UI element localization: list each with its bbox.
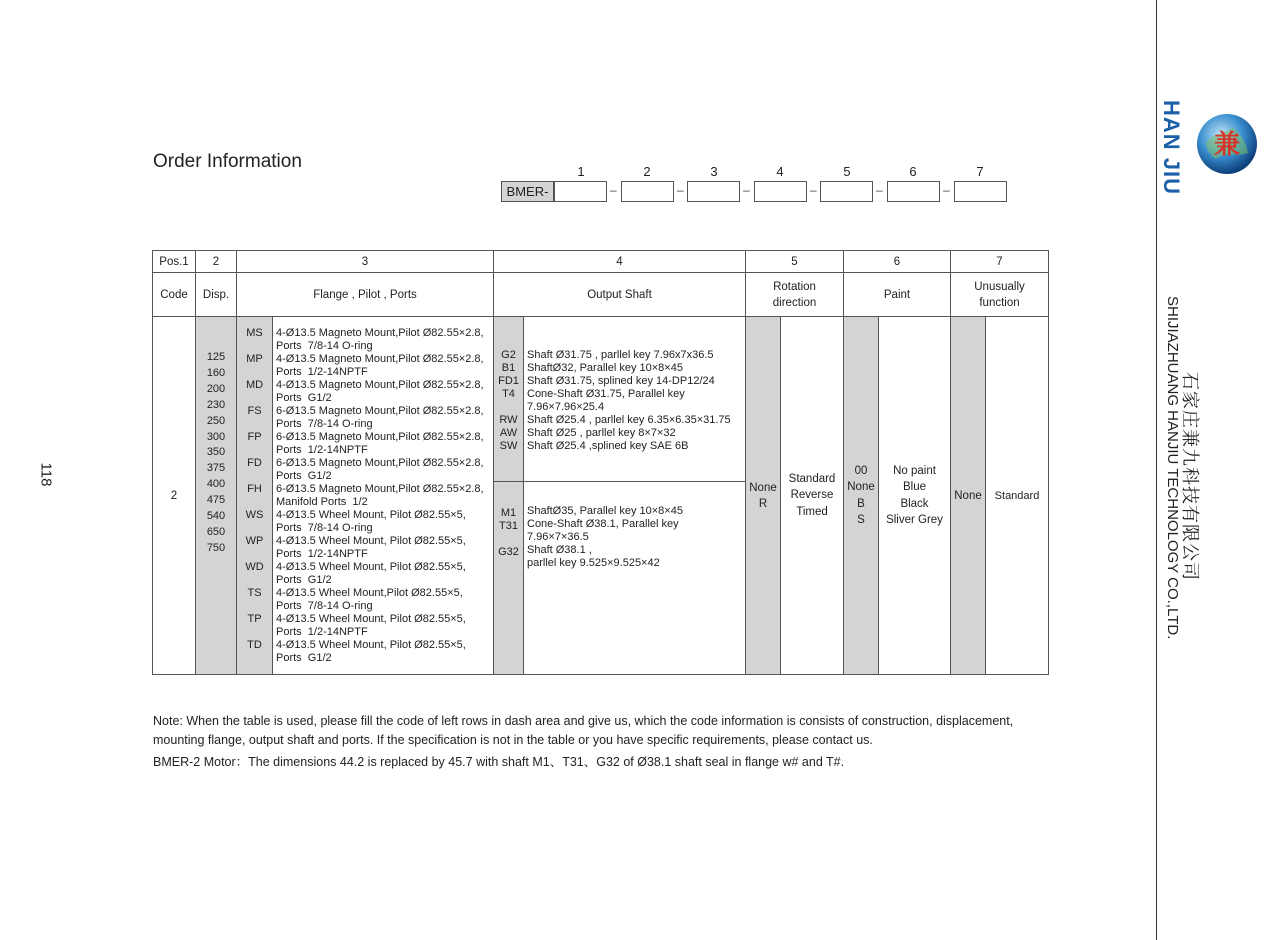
code-slot-2[interactable] <box>621 181 674 202</box>
logo-glyph: 兼 <box>1213 130 1241 160</box>
flange-descriptions: 4-Ø13.5 Magneto Mount,Pilot Ø82.55×2.8, Ports 7/8-14 O-ring 4-Ø13.5 Magneto Mount,Pilot Ø82.55×2.8, Ports 1/2-14NPTF 4-Ø13.5 Magneto Mount,Pilot Ø82.55×2.8, Ports G1/2 6-Ø13.5 Magneto Mount,Pilot Ø82.55×2.8, Ports 7/8-14 O-ring 6-Ø13.5 Magneto Mount,Pilot Ø82.55×2.8, Ports 1/2-14NPTF 6-Ø13.5 Magneto Mount,Pilot Ø82.55×2.8, Ports G1/2 6-Ø13.5 Magneto Mount,Pilot Ø82.55×2.8, Manifold Ports 1/2 4-Ø13.5 Wheel Mount, Pilot Ø82.55×5, Ports 7/8-14 O-ring 4-Ø13.5 Wheel Mount, Pilot Ø82.55×5, Ports 1/2-14NPTF 4-Ø13.5 Wheel Mount, Pilot Ø82.55×5, Ports G1/2 4-Ø13.5 Wheel Mount,Pilot Ø82.55×5, Ports 7/8-14 O-ring 4-Ø13.5 Wheel Mount, Pilot Ø82.55×5, Ports 1/2-14NPTF 4-Ø13.5 Wheel Mount, Pilot Ø82.55×5, Ports G1/2 <box>276 327 484 664</box>
company-name-en: SHIJIAZHUANG HANJIU TECHNOLOGY CO.,LTD. <box>1164 296 1181 640</box>
flange-code: FS <box>247 405 262 417</box>
shaft-descriptions-a: Shaft Ø31.75 , parllel key 7.96x7x36.5 ShaftØ32, Parallel key 10×8×45 Shaft Ø31.75, splined key 14-DP12/24 Cone-Shaft Ø31.75, Parallel key 7.96×7.96×25.4 Shaft Ø25.4 , parllel key 6.35×6.35×31.75 Shaft Ø25 , parllel key 8×7×32 Shaft Ø25.4 ,splined key SAE 6B <box>527 349 731 452</box>
code-position-number: 4 <box>776 164 784 179</box>
pos-header-3: 3 <box>236 250 494 273</box>
col-header-code: Code <box>152 272 196 317</box>
flange-code: WD <box>245 561 264 573</box>
shaft-code-list-b: M1 T31 G32 <box>498 507 519 558</box>
flange-code: WS <box>245 509 264 521</box>
shaft-desc-b-cell <box>523 481 746 675</box>
col-header-flange: Flange , Pilot , Ports <box>236 272 494 317</box>
code-slot-3[interactable] <box>687 181 740 202</box>
flange-code: TP <box>247 613 262 625</box>
brand-logo-text: HAN JIU <box>1159 100 1184 196</box>
col-header-disp: Disp. <box>195 272 237 317</box>
pos-header-7: 7 <box>950 250 1049 273</box>
pos-header-6: 6 <box>843 250 951 273</box>
code-position-number: 2 <box>643 164 651 179</box>
company-name-cn: 石家庄兼九科技有限公司 <box>1180 372 1200 581</box>
code-position-number: 6 <box>909 164 917 179</box>
note-line-3: BMER-2 Motor：The dimensions 44.2 is replaced by 45.7 with shaft M1、T31、G32 of Ø38.1 shaft seal in flange w# and T#. <box>153 755 845 769</box>
col-header-rotation: Rotation direction <box>745 272 844 317</box>
paint-codes-cell: 00 None B S <box>843 316 879 675</box>
col-header-shaft: Output Shaft <box>493 272 746 317</box>
page-title: Order Information <box>153 151 302 172</box>
code-slot-1[interactable] <box>554 181 607 202</box>
code-dash: – <box>743 183 750 197</box>
code-position-number: 1 <box>577 164 585 179</box>
rotation-codes-cell: None R <box>745 316 781 675</box>
code-prefix: BMER- <box>501 181 554 202</box>
flange-code: MS <box>246 327 263 339</box>
flange-code: FP <box>247 431 262 443</box>
pos-header-5: 5 <box>745 250 844 273</box>
flange-code: WP <box>245 535 264 547</box>
flange-code: MP <box>246 353 263 365</box>
col-header-paint: Paint <box>843 272 951 317</box>
code-dash: – <box>810 183 817 197</box>
code-dash: – <box>677 183 684 197</box>
vertical-divider <box>1156 0 1157 940</box>
code-position-number: 5 <box>843 164 851 179</box>
code-dash: – <box>943 183 950 197</box>
note-line-1: Note: When the table is used, please fill the code of left rows in dash area and give us, which the code information is consists of construction, displacement, <box>153 714 1014 728</box>
flange-code-list <box>237 327 272 665</box>
disp-cell <box>195 316 237 675</box>
code-slot-4[interactable] <box>754 181 807 202</box>
shaft-code-list-a: G2 B1 FD1 T4 RW AW SW <box>498 349 519 452</box>
globe-logo-icon <box>1196 113 1258 175</box>
col-header-function: Unusually function <box>950 272 1049 317</box>
code-position-number: 3 <box>710 164 718 179</box>
code-slot-7[interactable] <box>954 181 1007 202</box>
flange-code: FH <box>247 483 262 495</box>
code-slot-6[interactable] <box>887 181 940 202</box>
code-position-number: 7 <box>976 164 984 179</box>
page-number: 118 <box>37 462 55 487</box>
paint-desc-cell: No paint Blue Black Sliver Grey <box>878 316 951 675</box>
pos-header-2: 2 <box>195 250 237 273</box>
flange-code: TS <box>247 587 262 599</box>
flange-desc-cell <box>272 316 494 675</box>
flange-code: TD <box>247 639 262 651</box>
flange-code: FD <box>247 457 262 469</box>
code-dash: – <box>876 183 883 197</box>
function-desc-cell: Standard <box>985 316 1049 675</box>
function-code-cell: None <box>950 316 986 675</box>
note-line-2: mounting flange, output shaft and ports. If the specification is not in the table or you have specific requirements, please contact us. <box>153 733 873 747</box>
shaft-codes-b-cell <box>493 481 524 675</box>
code-dash: – <box>610 183 617 197</box>
flange-code: MD <box>245 379 264 391</box>
shaft-descriptions-b: ShaftØ35, Parallel key 10×8×45 Cone-Shaft Ø38.1, Parallel key 7.96×7×36.5 Shaft Ø38.1 , parllel key 9.525×9.525×42 <box>527 505 683 569</box>
shaft-codes-a-cell <box>493 316 524 482</box>
rotation-desc-cell: Standard Reverse Timed <box>780 316 844 675</box>
pos-header-4: 4 <box>493 250 746 273</box>
shaft-desc-a-cell <box>523 316 746 482</box>
code-slot-5[interactable] <box>820 181 873 202</box>
code-value-cell: 2 <box>152 316 196 675</box>
displacement-list: 125 160 200 230 250 300 350 375 400 475 540 650 750 <box>206 351 226 554</box>
pos-header-1: Pos.1 <box>152 250 196 273</box>
